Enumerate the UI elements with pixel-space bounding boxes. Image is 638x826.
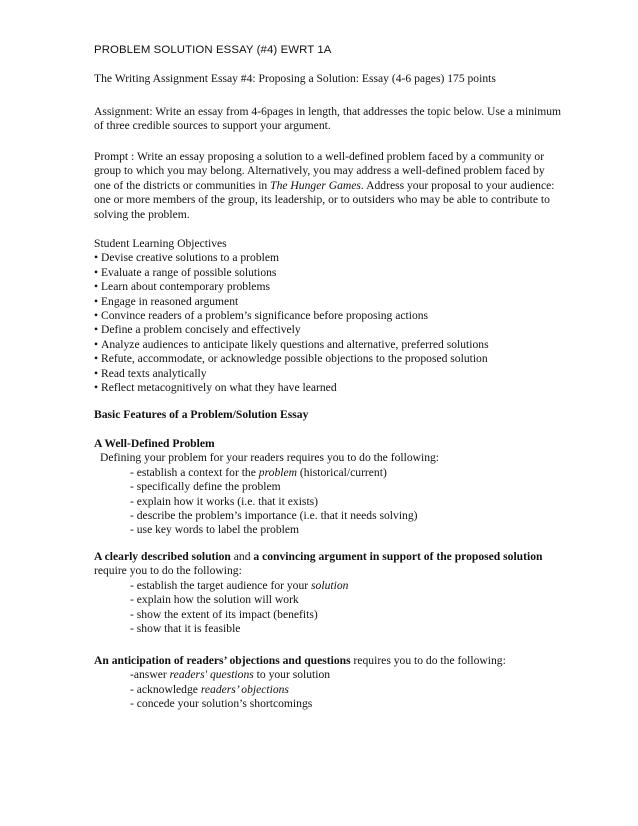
list-item: - explain how it works (i.e. that it exists) — [130, 494, 319, 508]
item-text: - establish the target audience for your — [130, 578, 312, 592]
solution-intro — [94, 550, 564, 579]
solution-and: and — [230, 550, 254, 563]
objections-section — [94, 654, 564, 712]
item-text: - establish a context for the — [130, 465, 259, 479]
prompt-text-1: Prompt : Write an essay proposing a solution to a well-defined problem faced by a community or group to which you may belong. Alternatively, you may address a well-defined problem faced by one of the districts or communities in — [94, 150, 545, 192]
solution-rest: require you to do the following: — [94, 564, 242, 578]
learning-objectives — [94, 237, 564, 395]
features-title: Basic Features of a Problem/Solution Essay — [94, 408, 309, 421]
solution-list — [94, 579, 564, 637]
solution-bold-1: A clearly described solution — [94, 550, 231, 563]
book-title: The Hunger Games. — [270, 178, 364, 192]
item-emphasis: readers’ objections — [200, 682, 289, 696]
list-item: • Reflect metacognitively on what they have learned — [94, 381, 564, 395]
list-item: • Engage in reasoned argument — [94, 295, 564, 309]
list-item — [94, 683, 564, 697]
assignment-paragraph: Assignment: Write an essay from 4-6pages in length, that addresses the topic below. Use a minimum of three credible sources to support your argument. — [94, 105, 562, 133]
list-item: - specifically define the problem — [130, 480, 281, 494]
list-item — [94, 579, 564, 593]
prompt-paragraph — [94, 150, 564, 222]
problem-section — [94, 437, 564, 538]
item-emphasis: problem — [258, 465, 297, 479]
assignment-title: The Writing Assignment Essay #4: Proposing a Solution: Essay (4-6 pages) 175 points — [94, 72, 496, 85]
list-item: • Evaluate a range of possible solutions — [94, 266, 564, 280]
solution-bold-2: a convincing argument in support of the proposed solution — [253, 550, 543, 563]
list-item: - show that it is feasible — [130, 622, 241, 636]
objections-bold: An anticipation of readers’ objections and questions — [94, 654, 351, 667]
list-item — [94, 466, 564, 480]
list-item: - concede your solution’s shortcomings — [130, 697, 313, 711]
list-item: - explain how the solution will work — [130, 593, 299, 607]
item-emphasis: readers' questions — [169, 668, 254, 682]
page-header: PROBLEM SOLUTION ESSAY (#4) EWRT 1A — [94, 44, 332, 56]
objectives-list — [94, 251, 564, 395]
list-item: • Read texts analytically — [94, 367, 564, 381]
problem-list — [94, 466, 564, 538]
list-item — [94, 668, 564, 682]
prompt-text-2: Address your proposal to your audience: one or more members of the group, its leadership, or to outsiders who may be able to contribute to solving the problem. — [94, 178, 555, 221]
objectives-title: Student Learning Objectives — [94, 237, 227, 250]
list-item: • Analyze audiences to anticipate likely questions and alternative, preferred solutions — [94, 338, 564, 352]
item-text: (historical/current) — [297, 465, 387, 479]
list-item: • Define a problem concisely and effectively — [94, 323, 564, 337]
objections-rest: requires you to do the following: — [350, 654, 506, 667]
item-text: -answer — [130, 668, 170, 682]
list-item: • Refute, accommodate, or acknowledge possible objections to the proposed solution — [94, 352, 564, 366]
item-text: to your solution — [253, 668, 331, 682]
list-item: • Convince readers of a problem’s significance before proposing actions — [94, 309, 564, 323]
list-item: • Learn about contemporary problems — [94, 280, 564, 294]
problem-heading: A Well-Defined Problem — [94, 437, 215, 450]
solution-section — [94, 550, 564, 636]
list-item: - use key words to label the problem — [130, 523, 300, 537]
objections-intro — [94, 654, 564, 668]
item-text: - acknowledge — [130, 682, 201, 696]
list-item: • Devise creative solutions to a problem — [94, 251, 564, 265]
list-item: - show the extent of its impact (benefits) — [130, 607, 318, 621]
list-item: - describe the problem’s importance (i.e. that it needs solving) — [130, 509, 418, 523]
problem-intro: Defining your problem for your readers requires you to do the following: — [100, 451, 440, 465]
item-emphasis: solution — [311, 578, 349, 592]
objections-list — [94, 668, 564, 711]
